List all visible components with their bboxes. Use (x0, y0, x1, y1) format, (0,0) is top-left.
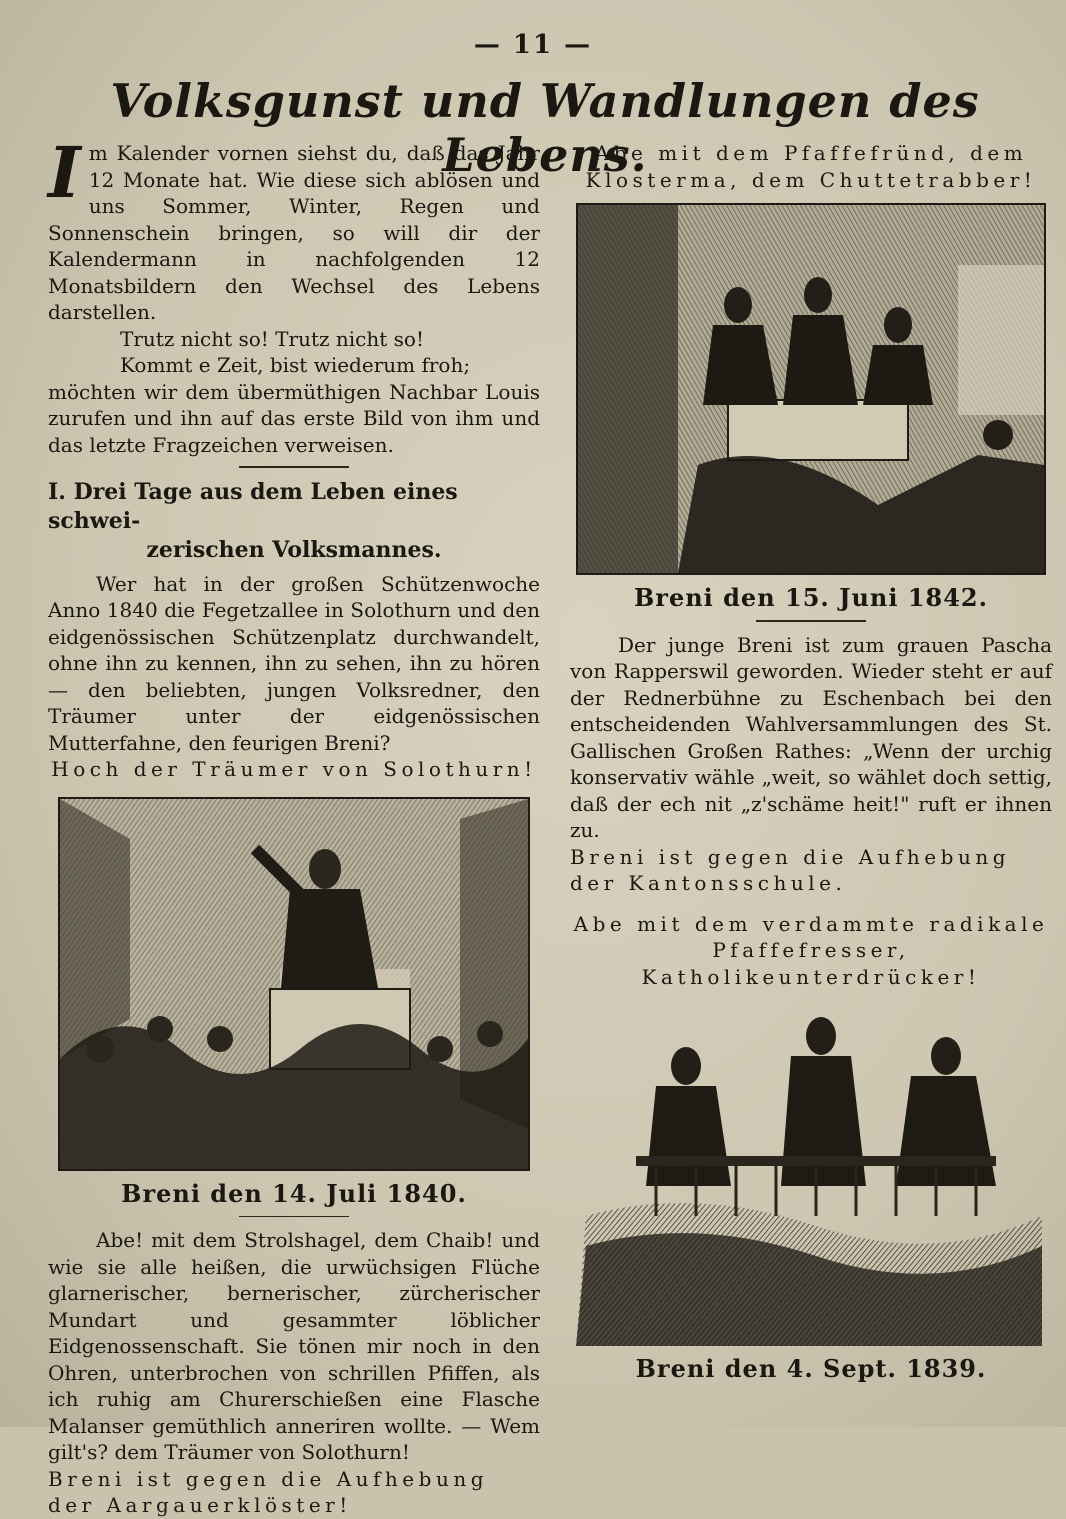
page-title: Volksgunst und Wandlungen des Lebens. (110, 74, 980, 182)
page-number: — 11 — (473, 30, 593, 60)
paragraph-1: Wer hat in der großen Schützenwoche Anno 1840 die Fegetzallee in Solothurn und den eidgenössischen Schützenplatz durchwandelt, ohne ihn zu kennen, ihn zu sehen, ihn zu hören — den beliebten, jungen Volksredner, den Träumer unter der eidgenössischen Mutterfahne, den feurigen Breni? (48, 571, 540, 755)
caption-1842: Breni den 15. Juni 1842. (634, 583, 988, 612)
section-heading (48, 478, 540, 565)
divider-rule-2 (239, 1216, 349, 1218)
verse-line-1: Trutz nicht so! Trutz nicht so! (120, 326, 424, 351)
drop-cap: I (48, 131, 81, 214)
section-heading-line-1: I. Drei Tage aus dem Leben eines schwei- (48, 478, 458, 534)
caption-1840: Breni den 14. Juli 1840. (121, 1178, 467, 1208)
section-heading-line-2: zerischen Volksmannes. (146, 536, 442, 563)
intro-paragraph (48, 131, 540, 326)
paragraph-1-spaced: Hoch der Träumer von Solothurn! (51, 757, 537, 781)
illustration-speaker-1840 (58, 797, 530, 1171)
divider-rule (239, 466, 349, 468)
paragraph-2: Abe! mit dem Strolshagel, dem Chaib! und wie sie alle heißen, die urwüchsigen Flüche glarnerischer, bernerischer, zürcherischer Mundart und gesammter löblicher Eidgenossenschaft. Sie tönen mir noch in den Ohren, unterbrochen von schrillen Pfiffen, als ich ruhig am Churerschießen eine Flasche Malanser gemüthlich anneriren wollte. — Wem gilt's? dem Träumer von Solothurn! (48, 1228, 540, 1464)
illustration-tumult-1842 (576, 203, 1046, 575)
intro-text: m Kalender vornen siehst du, daß das Jahr 12 Monate hat. Wie diese sich ablösen und uns Sommer, Winter, Regen und Sonnenschein bringen, so will dir der Kalendermann in nachfolgenden 12 Monatsbildern den Wechsel des Lebens darstellen. (48, 141, 540, 324)
right-column (570, 140, 1052, 1387)
caption-1839: Breni den 4. Sept. 1839. (635, 1354, 987, 1383)
intro-continuation: möchten wir dem übermüthigen Nachbar Louis zurufen und ihn auf das erste Bild von ihm und das letzte Fragzeichen verweisen. (48, 379, 540, 457)
verse-line-2: Kommt e Zeit, bist wiederum froh; (120, 353, 471, 377)
divider-rule-3 (756, 620, 866, 622)
paragraph-3-spaced: Breni ist gegen die Aufhebung der Kantonsschule. (570, 844, 1011, 895)
paragraph-3: Der junge Breni ist zum grauen Pascha von Rapperswil geworden. Wieder steht er auf der Rednerbühne zu Eschenbach bei den entscheidenden Wahlversammlungen des St. Gallischen Großen Rathes: „Wenn der urchig konservativ wähle „weit, so wählet doch settig, daß der ech nit „z'schäme heit!" ruft er ihnen zu. (570, 632, 1052, 842)
left-column (48, 131, 540, 1519)
top-spaced-text: Abe mit dem Pfaffefründ, dem Klosterma, dem Chuttetrabber! (585, 141, 1037, 192)
illustration-rally-1839 (576, 1016, 1042, 1346)
paragraph-2-spaced: Breni ist gegen die Aufhebung der Aargauerklöster! (48, 1466, 489, 1517)
paragraph-4-spaced: Abe mit dem verdammte radikale Pfaffefresser, Katholikeunterdrücker! (573, 911, 1049, 989)
